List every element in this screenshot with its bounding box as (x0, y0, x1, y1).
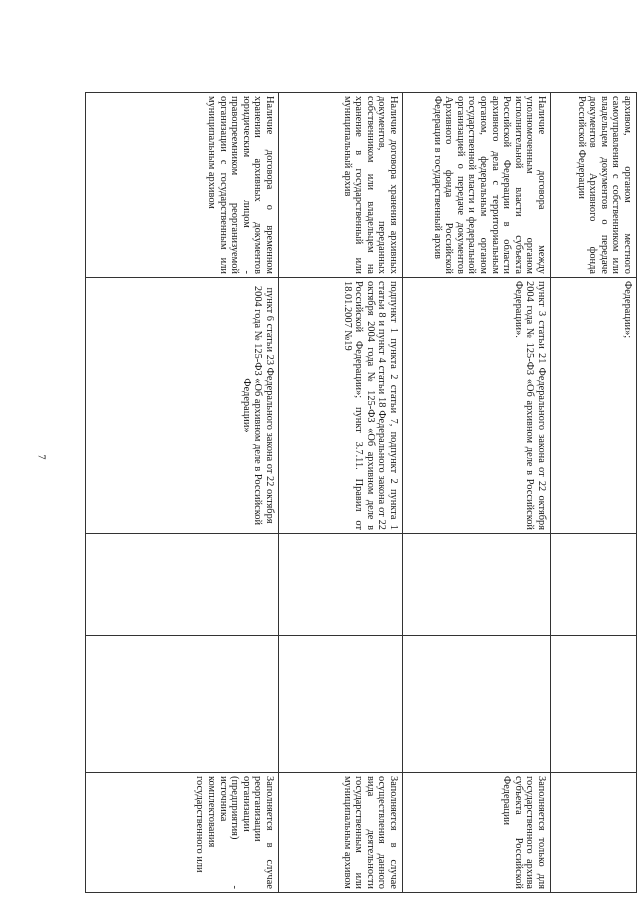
legal-basis-cell: подпункт 1 пункта 2 статьи 7, подпункт 2 пункта 1 статьи 8 и пункт 4 статьи 18 Федерального закона от 22 октября 2004 года № 125-ФЗ «Об архивном деле в Российской Федерации»; пункт 3.7.11. Правил от 18.01.2007 №19 (279, 278, 403, 534)
empty-cell (279, 534, 403, 636)
rotated-page-content (86, 92, 637, 892)
table-row (86, 93, 279, 893)
requirement-cell: архивом, органом местного самоуправления с собственником или владельцем документов о передаче документов Архивного фонда Российской Федерации (551, 93, 637, 278)
empty-cell (403, 534, 551, 636)
note-cell (551, 773, 637, 893)
legal-basis-cell: пункт 3 статьи 21 Федерального закона от 22 октября 2004 года № 125-ФЗ «Об архивном деле в Российской Федерации». (403, 278, 551, 534)
note-cell: Заполняется в случае реорганизации организации (предприятия) - источника комплектования государственного или (86, 773, 279, 893)
page-number: 7 (35, 454, 47, 460)
empty-cell (86, 636, 279, 773)
empty-cell (551, 534, 637, 636)
empty-cell (86, 534, 279, 636)
empty-cell (551, 636, 637, 773)
legal-basis-cell: пункт 6 статьи 23 Федерального закона от 22 октября 2004 года № 125-ФЗ «Об архивном деле в Российской Федерации» (86, 278, 279, 534)
legal-basis-cell: Федерации»; (551, 278, 637, 534)
empty-cell (403, 636, 551, 773)
requirement-cell: Наличие договора хранения архивных документов, переданных собственником или владельцем на хранение в государственный или муниципальный архив (279, 93, 403, 278)
table-row (279, 93, 403, 893)
empty-cell (279, 636, 403, 773)
note-cell: Заполняется в случае осуществления данного вида деятельности государственным или муниципальным архивом (279, 773, 403, 893)
requirement-cell: Наличие договора о временном хранении архивных документов юридическим лицом - правопреемником реорганизуемой организации с государственным или муниципальным архивом (86, 93, 279, 278)
table-row (403, 93, 551, 893)
requirement-cell: Наличие договора между уполномоченным органом исполнительной власти субъекта Российской Федерации в области архивного дела с территориальным органом, федеральным органом государственной власти и федеральной организацией о передаче документов Архивного фонда Российской Федерации в государственный архив (403, 93, 551, 278)
table-row (551, 93, 637, 893)
requirements-table (85, 92, 637, 893)
note-cell: Заполняется только для государственного архива субъекта Российской Федерации (403, 773, 551, 893)
